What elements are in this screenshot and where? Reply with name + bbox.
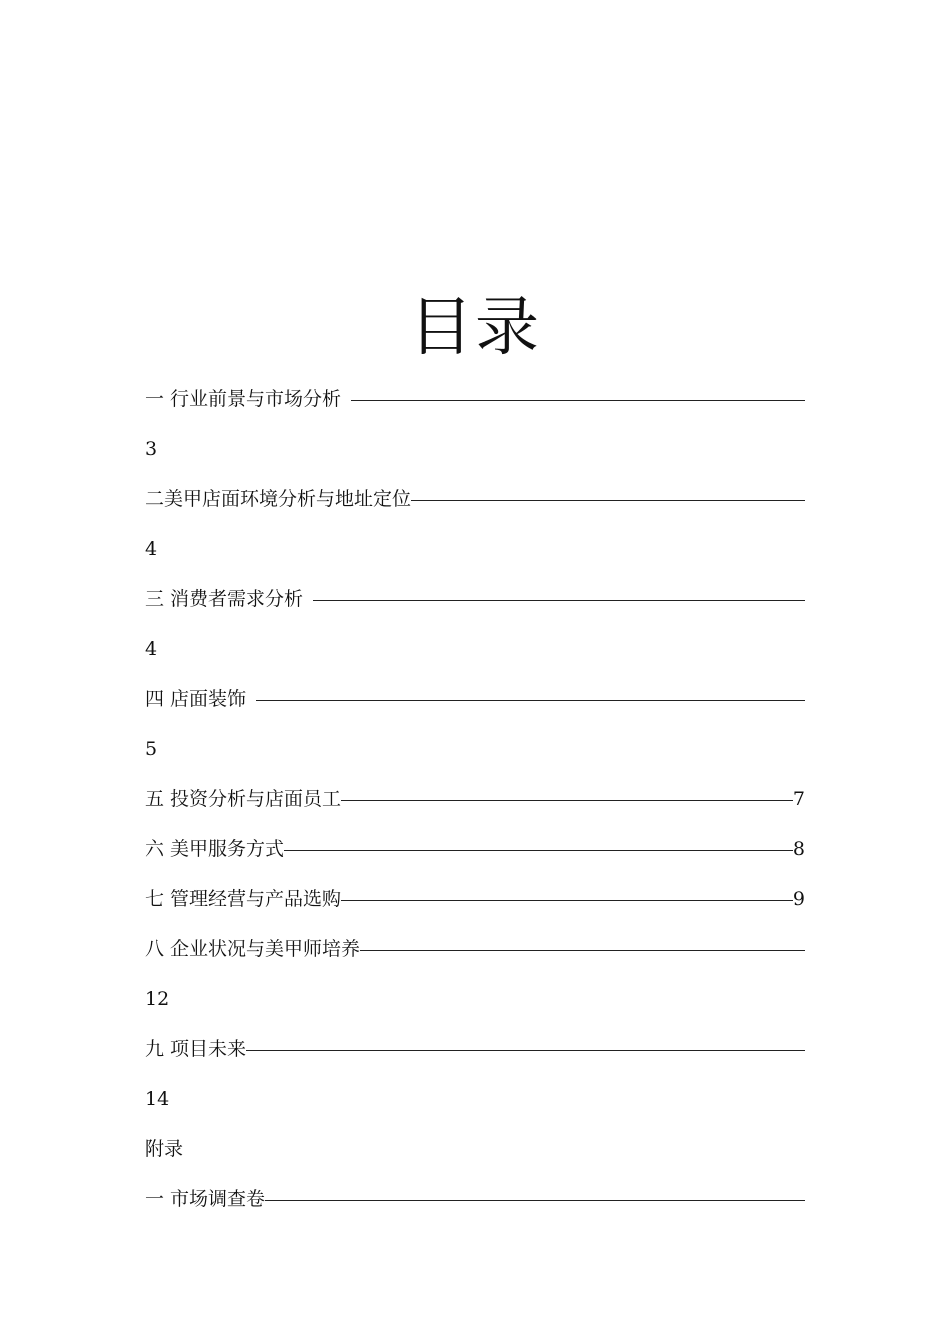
toc-entry[interactable] bbox=[145, 824, 805, 874]
toc-leader-line bbox=[351, 400, 805, 401]
toc-leader-line bbox=[341, 900, 793, 901]
appendix-heading: 附录 bbox=[145, 1138, 184, 1160]
toc-entry-page: 12 bbox=[145, 988, 170, 1010]
toc-entry[interactable] bbox=[145, 374, 805, 424]
toc-entry-page: 8 bbox=[792, 838, 805, 860]
toc-entry-label: 八 企业状况与美甲师培养 bbox=[145, 938, 361, 960]
toc-leader-line bbox=[313, 600, 805, 601]
appendix-entry[interactable] bbox=[145, 1174, 805, 1224]
toc-entry-page: 14 bbox=[145, 1088, 170, 1110]
toc-entry[interactable] bbox=[145, 1024, 805, 1074]
toc-entry-label: 一 行业前景与市场分析 bbox=[145, 388, 342, 410]
toc-entry-label: 九 项目未来 bbox=[145, 1038, 247, 1060]
toc-leader-line bbox=[341, 800, 793, 801]
toc-entry-label: 二美甲店面环境分析与地址定位 bbox=[145, 488, 412, 510]
toc-leader-line bbox=[360, 950, 805, 951]
toc-entry-label: 五 投资分析与店面员工 bbox=[145, 788, 342, 810]
appendix-entry-label: 一 市场调查卷 bbox=[145, 1188, 266, 1210]
toc-entry-page: 3 bbox=[145, 438, 158, 460]
toc-entry[interactable] bbox=[145, 574, 805, 624]
toc-entry-label: 四 店面装饰 bbox=[145, 688, 247, 710]
toc-entry-label: 三 消费者需求分析 bbox=[145, 588, 304, 610]
toc-entry-page: 4 bbox=[145, 538, 158, 560]
toc-entry-page: 7 bbox=[792, 788, 805, 810]
toc-leader-line bbox=[246, 1050, 805, 1051]
toc-entry[interactable] bbox=[145, 924, 805, 974]
toc-entry[interactable] bbox=[145, 874, 805, 924]
toc-entry[interactable] bbox=[145, 674, 805, 724]
toc-leader-line bbox=[284, 850, 793, 851]
toc-entry-label: 六 美甲服务方式 bbox=[145, 838, 285, 860]
toc-leader-line bbox=[411, 500, 805, 501]
toc-leader-line bbox=[265, 1200, 805, 1201]
toc-entry-label: 七 管理经营与产品选购 bbox=[145, 888, 342, 910]
page-title: 目录 bbox=[409, 291, 541, 365]
toc-entry-page: 5 bbox=[145, 738, 158, 760]
toc-entry[interactable] bbox=[145, 774, 805, 824]
toc-entry-page: 9 bbox=[792, 888, 805, 910]
toc-entry-page: 4 bbox=[145, 638, 158, 660]
table-of-contents bbox=[145, 374, 805, 1224]
toc-leader-line bbox=[256, 700, 805, 701]
toc-entry[interactable] bbox=[145, 474, 805, 524]
